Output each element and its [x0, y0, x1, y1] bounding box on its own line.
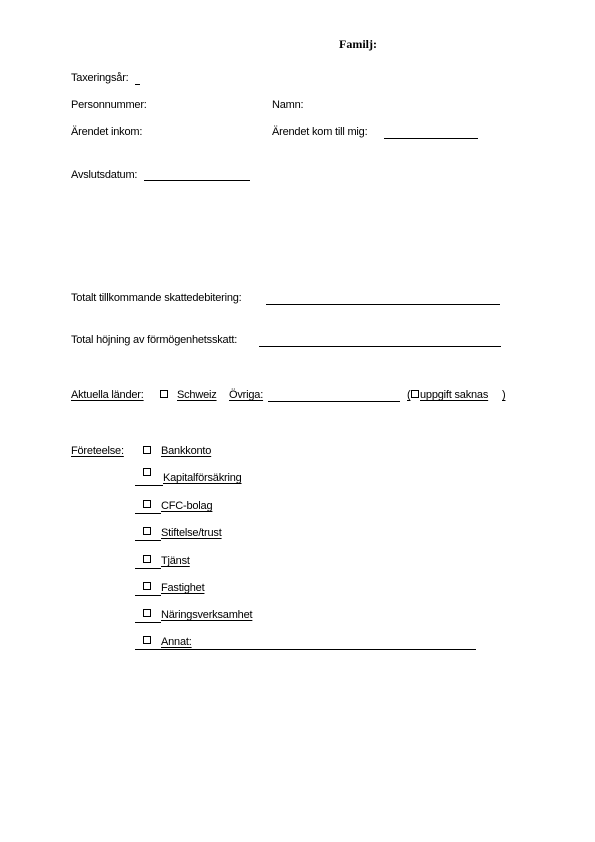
total-hojning-label: Total höjning av förmögenhetsskatt: [71, 334, 238, 346]
naringsverksamhet-label: Näringsverksamhet [161, 609, 253, 621]
paren-close: ) [502, 389, 506, 401]
cfc-bolag-underline [135, 513, 161, 514]
form-title: Familj: [339, 37, 377, 51]
foreteelse-label: Företeelse: [71, 445, 124, 457]
personnummer-label: Personnummer: [71, 99, 147, 111]
bankkonto-checkbox[interactable] [143, 446, 151, 454]
total-hojning-field[interactable] [259, 346, 501, 347]
namn-label: Namn: [272, 99, 304, 111]
ovriga-field[interactable] [268, 401, 400, 402]
totalt-tillkommande-label: Totalt tillkommande skattedebitering: [71, 292, 242, 304]
arendet-kom-till-mig-label: Ärendet kom till mig: [272, 126, 368, 138]
fastighet-label: Fastighet [161, 582, 205, 594]
tjanst-label: Tjänst [161, 555, 190, 567]
totalt-tillkommande-field[interactable] [266, 304, 500, 305]
kapitalforsakring-underline [135, 485, 163, 486]
cfc-bolag-label: CFC-bolag [161, 500, 213, 512]
bankkonto-label: Bankkonto [161, 445, 212, 457]
schweiz-checkbox[interactable] [160, 390, 168, 398]
taxeringsar-field[interactable] [135, 84, 140, 85]
stiftelse-trust-checkbox[interactable] [143, 527, 151, 535]
tjanst-checkbox[interactable] [143, 555, 151, 563]
taxeringsar-label: Taxeringsår: [71, 72, 129, 84]
annat-checkbox[interactable] [143, 636, 151, 644]
arendet-kom-till-mig-field[interactable] [384, 138, 478, 139]
avslutsdatum-label: Avslutsdatum: [71, 169, 138, 181]
uppgift-saknas-checkbox[interactable] [411, 390, 419, 398]
aktuella-lander-label: Aktuella länder: [71, 389, 144, 401]
tjanst-underline [135, 568, 161, 569]
annat-field[interactable] [135, 649, 476, 650]
schweiz-label: Schweiz [177, 389, 217, 401]
fastighet-checkbox[interactable] [143, 582, 151, 590]
paren-open: ( [407, 389, 411, 401]
stiftelse-trust-label: Stiftelse/trust [161, 527, 222, 539]
kapitalforsakring-label: Kapitalförsäkring [163, 472, 242, 484]
ovriga-label: Övriga: [229, 389, 264, 401]
uppgift-saknas-label: uppgift saknas [420, 389, 489, 401]
stiftelse-trust-underline [135, 540, 161, 541]
cfc-bolag-checkbox[interactable] [143, 500, 151, 508]
naringsverksamhet-checkbox[interactable] [143, 609, 151, 617]
fastighet-underline [135, 595, 161, 596]
naringsverksamhet-underline [135, 622, 161, 623]
annat-label: Annat: [161, 636, 192, 648]
avslutsdatum-field[interactable] [144, 180, 250, 181]
arendet-inkom-label: Ärendet inkom: [71, 126, 143, 138]
kapitalforsakring-checkbox[interactable] [143, 468, 151, 476]
